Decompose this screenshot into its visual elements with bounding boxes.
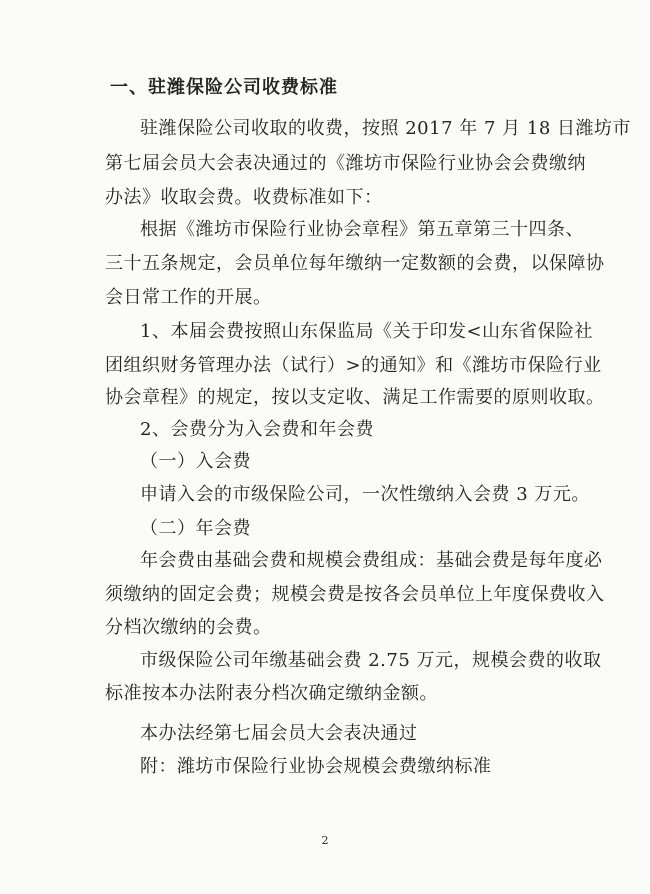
paragraph-line: 根据《潍坊市保险行业协会章程》第五章第三十四条、	[140, 219, 584, 240]
paragraph-line: 1、本届会费按照山东保监局《关于印发<山东省保险社	[140, 321, 594, 342]
paragraph-line: 分档次缴纳的会费。	[105, 617, 272, 638]
paragraph-line: 2、会费分为入会费和年会费	[140, 419, 374, 440]
paragraph-line: 申请入会的市级保险公司，一次性缴纳入会费 3 万元。	[140, 484, 590, 505]
subsection-title: （二）年会费	[140, 518, 251, 539]
section-heading: 一、驻潍保险公司收费标准	[110, 77, 338, 98]
closing-note: 本办法经第七届会员大会表决通过	[140, 723, 418, 744]
paragraph-line: 标准按本办法附表分档次确定缴纳金额。	[105, 683, 438, 704]
paragraph-line: 团组织财务管理办法（试行）>的通知》和《潍坊市保险行业	[105, 355, 602, 376]
paragraph-line: 年会费由基础会费和规模会费组成：基础会费是每年度必	[140, 550, 603, 571]
page-number: 2	[321, 834, 329, 847]
paragraph-line: 市级保险公司年缴基础会费 2.75 万元，规模会费的收取	[140, 650, 602, 671]
paragraph-line: 须缴纳的固定会费；规模会费是按各会员单位上年度保费收入	[105, 584, 605, 605]
paragraph-line: 第七届会员大会表决通过的《潍坊市保险行业协会会费缴纳	[105, 153, 586, 174]
paragraph-line: 协会章程》的规定，按以支定收、满足工作需要的原则收取。	[105, 387, 605, 408]
paragraph-line: 三十五条规定，会员单位每年缴纳一定数额的会费，以保障协	[105, 253, 605, 274]
paragraph-line: 驻潍保险公司收取的收费，按照 2017 年 7 月 18 日潍坊市	[140, 118, 631, 139]
paragraph-line: 会日常工作的开展。	[105, 287, 272, 308]
paragraph-line: 办法》收取会费。收费标准如下：	[105, 187, 383, 208]
subsection-title: （一）入会费	[140, 451, 251, 472]
attachment-note: 附：潍坊市保险行业协会规模会费缴纳标准	[140, 756, 492, 777]
